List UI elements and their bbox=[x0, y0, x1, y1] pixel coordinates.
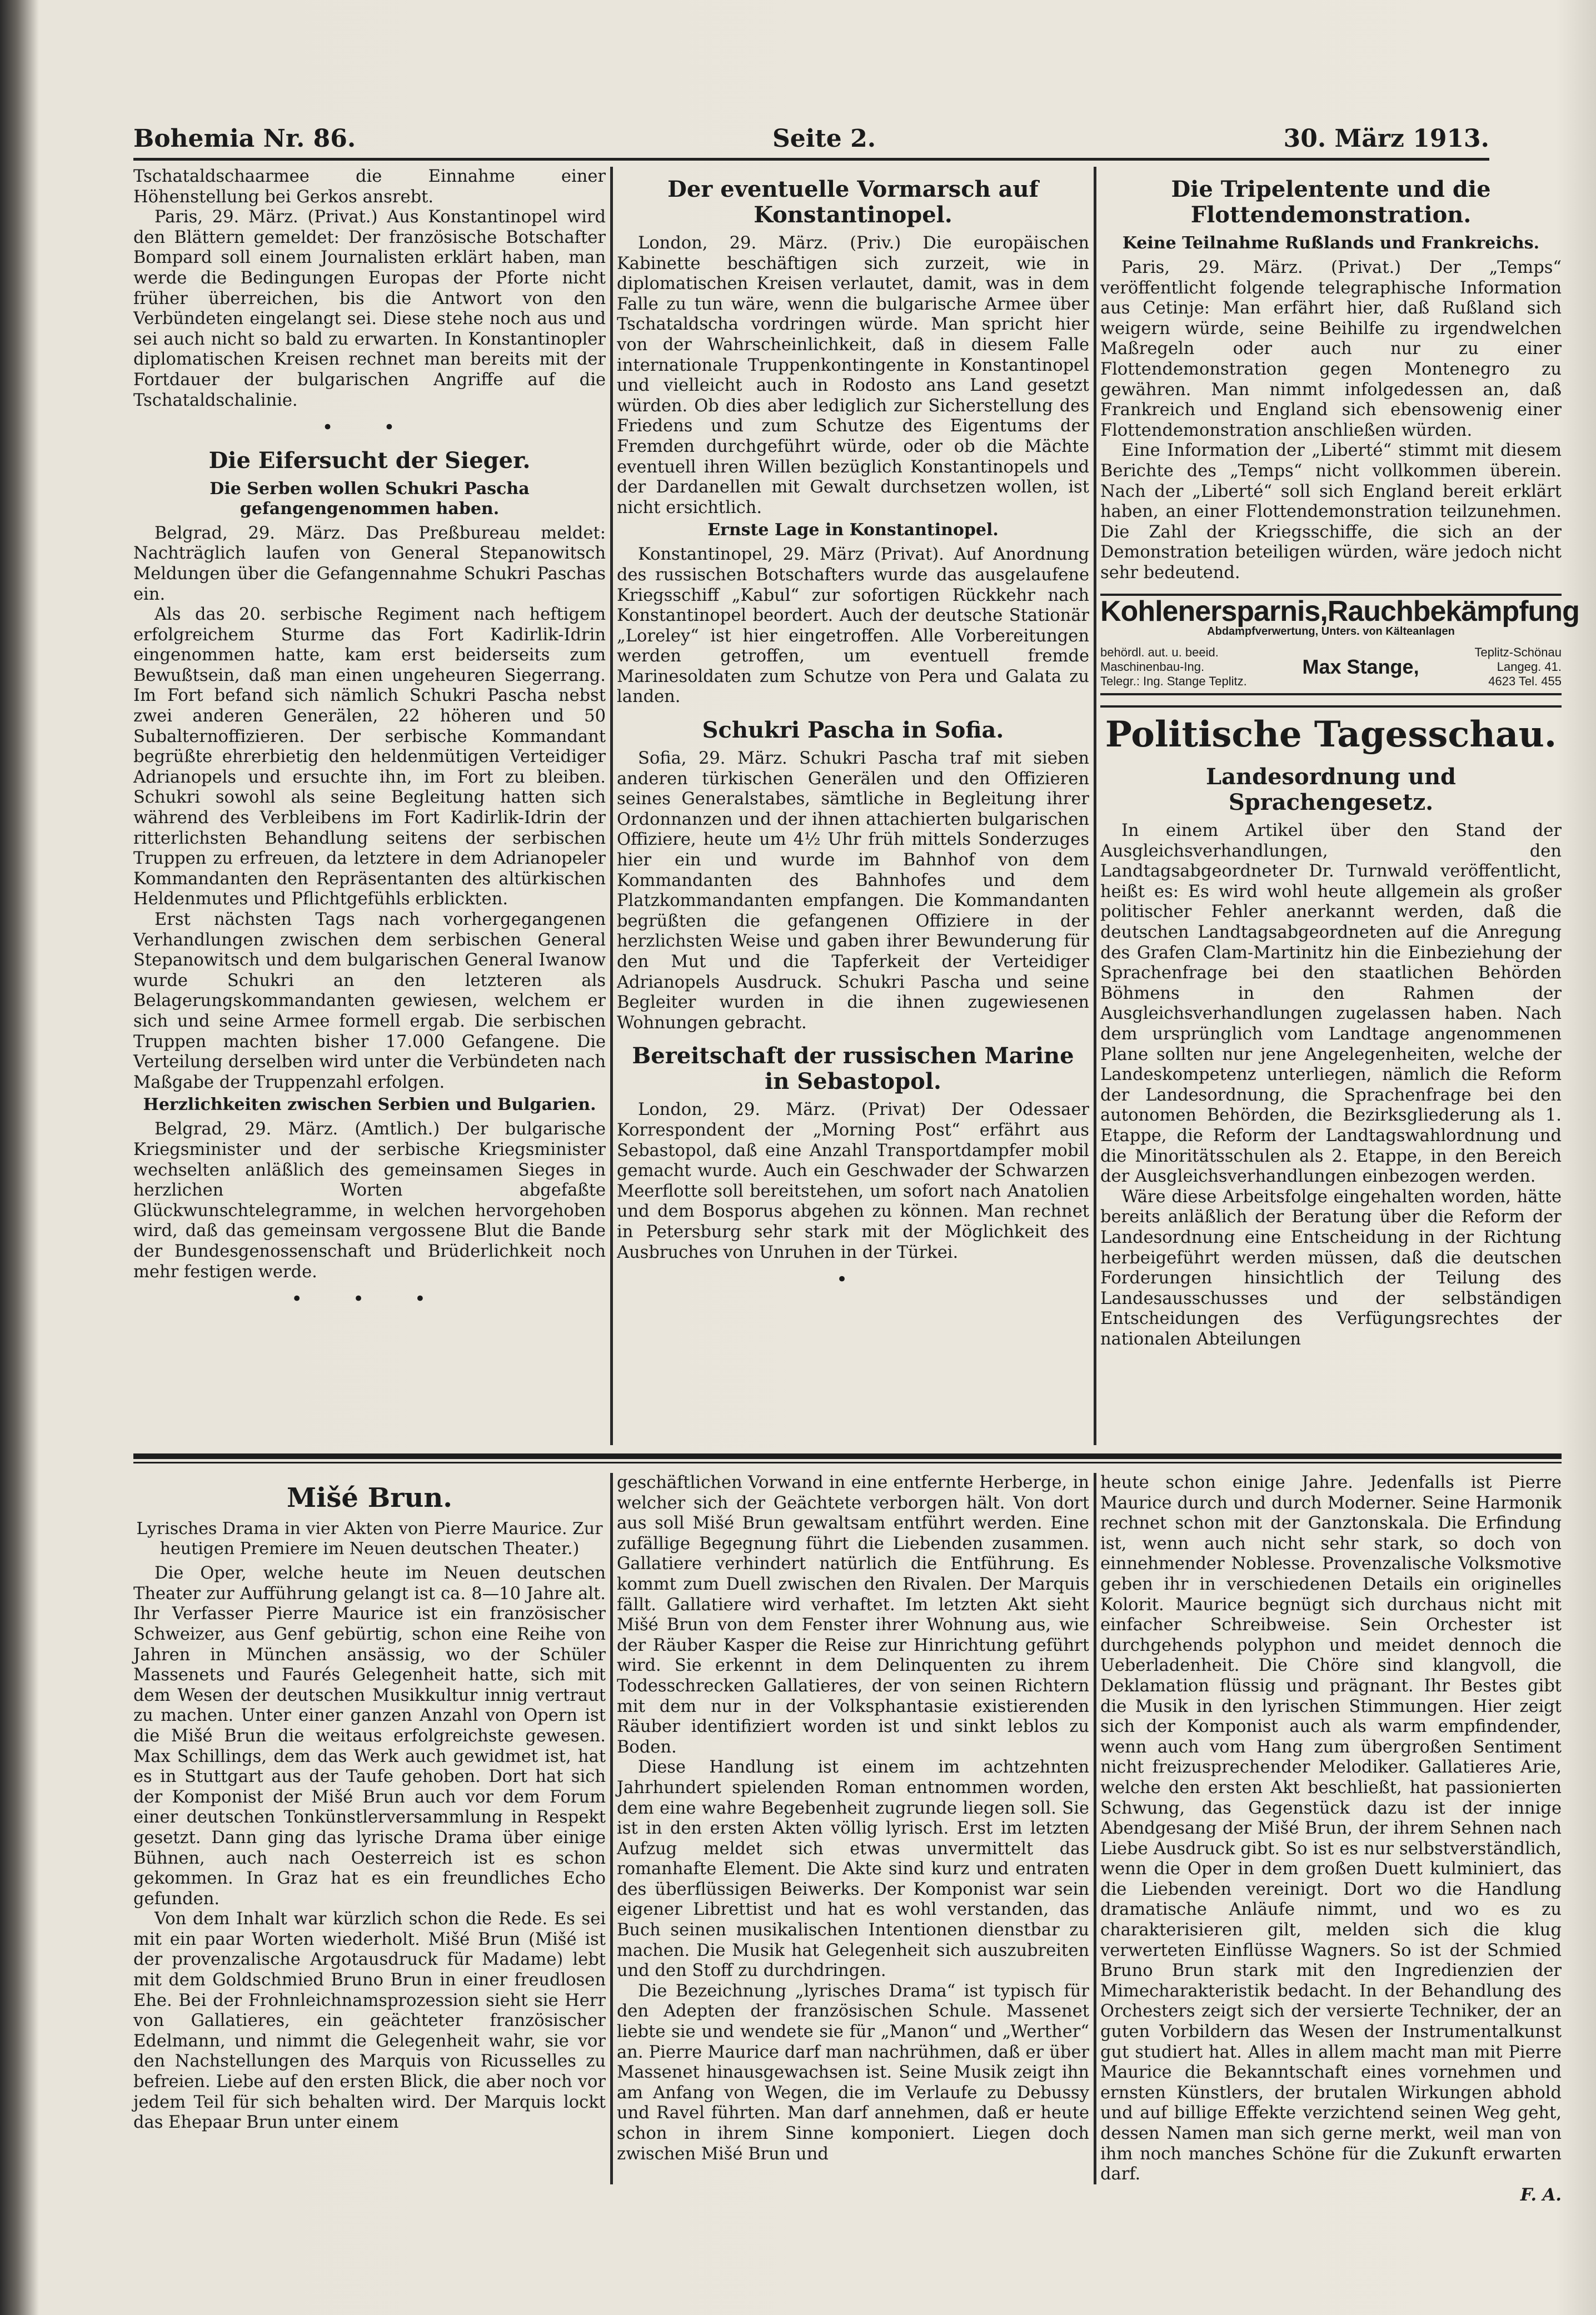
feuilleton-column-3 bbox=[1100, 1473, 1562, 2205]
article-paragraph: Konstantinopel, 29. März (Privat). Auf Anordnung des russischen Botschafters wurde das ausgelaufene Kriegsschiff „Kabul“ zur sofortigen Rückkehr nach Konstantinopel beordert. Auch der deutsche Stationär „Loreley“ ist hier eingetroffen. Alle Vorbereitungen werden getroffen, um eventuell fremde Marinesoldaten zum Schutze von Pera und Galata zu landen. bbox=[617, 545, 1089, 707]
headline-marine-sebastopol: Bereitschaft der russischen Marine in Sebastopol. bbox=[632, 1043, 1074, 1095]
masthead bbox=[133, 122, 1489, 161]
ad-subtitle: Abdampfverwertung, Unters. von Kälteanlagen bbox=[1207, 625, 1455, 638]
subheadline: Die Serben wollen Schukri Pascha gefangengenommen haben. bbox=[210, 479, 530, 519]
column-2 bbox=[617, 167, 1089, 1462]
column-rule bbox=[1094, 167, 1096, 1445]
article-paragraph: London, 29. März. (Privat) Der Odessaer Korrespondent der „Morning Post“ erfährt aus Sebastopol, daß eine Anzahl Transportdampfer mobil gemacht wurde. Auch ein Geschwader der Schwarzen Meerflotte soll bereitstehen, um sofort nach Anatolien und dem Bosporus abgehen zu können. Man rechnet in Petersburg sehr stark mit der Möglichkeit des Ausbruches von Unruhen in der Türkei. bbox=[617, 1100, 1089, 1262]
headline-tripelentente: Die Tripelentente und die Flottendemonstration. bbox=[1171, 176, 1491, 228]
article-paragraph: Tschataldschaarmee die Einnahme einer Höhenstellung bei Gerkos ansrebt. bbox=[133, 167, 606, 207]
article-paragraph: Die Oper, welche heute im Neuen deutschen Theater zur Aufführung gelangt ist ca. 8—10 Jahre alt. Ihr Verfasser Pierre Maurice ist ein französischer Schweizer, aus Genf gebürtig, schon eine Reihe von Jahren in München ansässig, wo der Schüler Massenets und Faurés Gelegenheit hatte, sich mit dem Wesen der deutschen Musikkultur innig vertraut zu machen. Unter einer ganzen Anzahl von Opern ist die Mišé Brun die weitaus erfolgreichste gewesen. Max Schillings, dem das Werk auch gewidmet ist, hat es in Stuttgart aus der Taufe gehoben. Dort hat sich der Komponist der Mišé Brun auch vor dem Forum einer deutschen Tonkünstlerversammlung in Respekt gesetzt. Dann ging das lyrische Drama über einige Bühnen, auch nach Oesterreich ist es schon gekommen. In Graz hat es ein freundliches Echo gefunden. bbox=[133, 1564, 606, 1909]
issue-label: Bohemia Nr. 86. bbox=[133, 125, 356, 153]
article-paragraph: Eine Information der „Liberté“ stimmt mit diesem Berichte des „Temps“ nicht vollkommen überein. Nach der „Liberté“ soll sich England bereit erklärt haben, an einer Flottendemonstration teilzunehmen. Die Zahl der Kriegsschiffe, die sich an der Demonstration beteiligen würden, wäre jedoch nicht sehr bedeutend. bbox=[1100, 441, 1562, 583]
article-paragraph: Sofia, 29. März. Schukri Pascha traf mit sieben anderen türkischen Generälen und den Offizieren seines Generalstabes, sämtliche in Begleitung ihrer Ordonnanzen und der ihnen attachierten bulgarischen Offiziere, heute um 4½ Uhr früh mittels Sonderzuges hier ein und wurde im Bahnhof von dem Kommandanten des Bahnhofes und dem Platzkommandanten empfangen. Die Kommandanten begrüßten die gefangenen Offiziere in der herzlichsten Weise und gaben ihrer Bewunderung für den Mut und die Tapferkeit der Verteidiger Adrianopels Ausdruck. Schukri Pascha und seine Begleiter wurden in die ihnen zugewiesenen Wohnungen gebracht. bbox=[617, 749, 1089, 1033]
ad-line: Langeg. 41. bbox=[1497, 659, 1562, 674]
feuilleton-column-1 bbox=[133, 1473, 606, 2184]
article-paragraph: heute schon einige Jahre. Jedenfalls ist Pierre Maurice durch und durch Moderner. Seine Harmonik rechnet schon mit der Ganztonskala. Die Erfindung ist, wenn auch nicht sehr stark, so doch von einnehmender Noblesse. Provenzalische Volksmotive geben ihr in verschiedenen Details ein originelles Kolorit. Maurice begnügt sich durchaus nicht mit einfacher Schreibweise. Sein Orchester ist durchgehends polyphon und meidet dennoch die Ueberladenheit. Die Chöre sind klangvoll, die Deklamation flüssig und prägnant. Ihr Bestes gibt die Musik in den lyrischen Stimmungen. Hier zeigt sich der Komponist auch als warm empfindender, wenn auch vom Hang zum übergroßen Sentiment nicht freizusprechender Melodiker. Gallatieres Arie, welche den ersten Akt beschließt, hat passionierten Schwung, das Gegenstück dazu ist der innige Abendgesang der Mišé Brun, der ihrem Sehnen nach Liebe Ausdruck gibt. So ist es nur selbstverständlich, wenn die Oper in dem großen Duett kulminiert, das die Liebenden vereinigt. Dort wo die Handlung dramatische Anläufe nimmt, und wo es zu charakterisieren gilt, melden sich die klug verwerteten Einflüsse Wagners. So ist der Schmied Bruno Brun stark mit den Ingredienzien der Mimecharakteristik bedacht. In der Behandlung des Orchesters zeigt sich der versierte Techniker, der an guten Vorbildern das Wesen der Instrumentalkunst gut studiert hat. Alles in allem macht man mit Pierre Maurice die Bekanntschaft eines vornehmen und ernsten Künstlers, der brutalen Wirkungen abhold und auf billige Effekte verzichtend seinen Weg geht, dessen Namen man sich gerne merkt, weil man von ihm noch manches Schöne für die Zukunft erwarten darf. bbox=[1100, 1473, 1562, 2184]
separator: • • bbox=[322, 416, 417, 439]
feuilleton-rule bbox=[133, 1453, 1562, 1459]
article-paragraph: Paris, 29. März. (Privat.) Der „Temps“ veröffentlicht folgende telegraphische Information aus Cetinje: Man erfährt hier, daß Rußland sich weigern würde, seine Beihilfe zu irgendwelchen Maßregeln oder auch nur zu einer Flottendemonstration gegen Montenegro zu gewähren. Man nimmt infolgedessen an, daß Frankreich und England sich ebensowenig einer Flottendemonstration anschließen würden. bbox=[1100, 258, 1562, 440]
column-1 bbox=[133, 167, 606, 1445]
feuilleton-subtitle: Lyrisches Drama in vier Akten von Pierre Maurice. Zur heutigen Premiere im Neuen deutschen Theater.) bbox=[136, 1519, 603, 1559]
column-3 bbox=[1100, 167, 1579, 1445]
subheadline: Ernste Lage in Konstantinopel. bbox=[707, 520, 999, 540]
advertisement bbox=[1100, 594, 1579, 695]
ad-line: Maschinenbau-Ing. bbox=[1100, 659, 1205, 674]
article-paragraph: In einem Artikel über den Stand der Ausgleichsverhandlungen, den Landtagsabgeordneter Dr. Turnwald veröffentlicht, heißt es: Es wird wohl heute allgemein als großer politischer Fehler anerkannt werden, daß die deutschen Landtagsabgeordneten auf die Anregung des Grafen Clam-Martinitz hin die Einbeziehung der Sprachenfrage bei den staatlichen Behörden Böhmens in den Rahmen der Ausgleichsverhandlungen zugelassen haben. Nach dem ursprünglich vom Landtage angenommenen Plane sollten nur jene Angelegenheiten, welche der Landeskompetenz unterliegen, nämlich die Reform der Landesordnung, die Sprachenfrage bei den autonomen Behörden, die Bezirksgliederung als 1. Etappe, die Reform der Landtagswahlordnung und die Minoritätsschulen als 2. Etappe, in den Bereich der Ausgleichsverhandlungen einbezogen werden. bbox=[1100, 821, 1562, 1187]
ad-details bbox=[1100, 645, 1562, 689]
headline-schukri-sofia: Schukri Pascha in Sofia. bbox=[702, 717, 1004, 744]
headline-vormarsch: Der eventuelle Vormarsch auf Konstantinopel. bbox=[667, 176, 1039, 228]
page-number: Seite 2. bbox=[772, 125, 876, 153]
headline-eifersucht: Die Eifersucht der Sieger. bbox=[208, 447, 531, 474]
section-title-tagesschau: Politische Tagesschau. bbox=[1100, 705, 1562, 754]
headline-landesordnung: Landesordnung und Sprachengesetz. bbox=[1205, 764, 1457, 816]
article-paragraph: Diese Handlung ist einem im achtzehnten Jahrhundert spielenden Roman entnommen worden, dem eine wahre Begebenheit zugrunde liegen soll. Sie ist in den ersten Akten völlig lyrisch. Erst im letzten Aufzug meldet sich etwas unvermittelt das romanhafte Element. Die Akte sind kurz und entraten des überflüssigen Beiwerks. Der Komponist war sein eigener Librettist und hat es wohl verstanden, das Buch seinen musikalischen Intentionen dienstbar zu machen. Die Musik hat Gelegenheit sich auszubreiten und den Stoff zu durchdringen. bbox=[617, 1758, 1089, 1981]
article-paragraph: geschäftlichen Vorwand in eine entfernte Herberge, in welcher sich der Geächtete verborgen hält. Von dort aus soll Mišé Brun gewaltsam entführt werden. Eine zufällige Begegnung führt die Liebenden zusammen. Gallatiere verhindert natürlich die Entführung. Es kommt zum Duell zwischen den Rivalen. Der Marquis fällt. Gallatiere wird verhaftet. Im letzten Akt sieht Mišé Brun von dem Fenster ihrer Wohnung aus, wie der Räuber Kasper die Reise zur Hinrichtung geführt wird. Sie erkennt in dem Delinquenten zu ihrem Todesschrecken Gallatieres, der von seinen Richtern mit dem nur in der Volksphantasie existierenden Räuber identifiziert worden ist und sinkt leblos zu Boden. bbox=[617, 1473, 1089, 1757]
article-paragraph: Belgrad, 29. März. Das Preßbureau meldet: Nachträglich laufen von General Stepanowitsch Meldungen über die Gefangennahme Schukri Paschas ein. bbox=[133, 523, 606, 604]
article-paragraph: London, 29. März. (Priv.) Die europäischen Kabinette beschäftigen sich zurzeit, wie in diplomatischen Kreisen verlautet, damit, was in dem Falle zu tun wäre, wenn die bulgarische Armee über Tschataldscha vordringen würde. Man spricht hier von der Wahrscheinlichkeit, daß in diesem Falle internationale Truppenkontingente in Konstantinopel und vielleicht auch in Rodosto ans Land gesetzt würden. Ob dies aber lediglich zur Sicherstellung des Friedens und zum Schutze des Eigentums der Fremden durchgeführt würde, oder ob die Mächte eventuell ihren Willen bezüglich Konstantinopels und der Dardanellen mit Gewalt durchsetzen wollen, ist nicht ersichtlich. bbox=[617, 233, 1089, 517]
article-paragraph: Paris, 29. März. (Privat.) Aus Konstantinopel wird den Blättern gemeldet: Der französische Botschafter Bompard soll einem Journalisten erklärt haben, man werde die Bedingungen Europas der Pforte nicht früher überreichen, bis die Antwort von den Verbündeten eingelangt sei. Diese stehe noch aus und sei auch nicht so bald zu erwarten. In Konstantinopler diplomatischen Kreisen rechnet man bereits mit der Fortdauer der bulgarischen Angriffe auf die Tschataldschalinie. bbox=[133, 207, 606, 410]
article-paragraph: Belgrad, 29. März. (Amtlich.) Der bulgarische Kriegsminister und der serbische Kriegsminister wechselten anläßlich des gemeinsamen Sieges in herzlichen Worten abgefaßte Glückwunschtelegramme, in welchen hervorgehoben wird, daß das gemeinsam vergossene Blut die Bande der Bundesgenossenschaft und Brüderlichkeit noch mehr festigen werde. bbox=[133, 1119, 606, 1282]
feuilleton-rule bbox=[133, 1462, 1562, 1463]
ad-line: 4623 Tel. 455 bbox=[1488, 674, 1562, 688]
ad-name: Max Stange, bbox=[1302, 655, 1419, 678]
ad-line: behördl. aut. u. beeid. bbox=[1100, 645, 1219, 659]
issue-date: 30. März 1913. bbox=[1283, 125, 1489, 153]
article-paragraph: Von dem Inhalt war kürzlich schon die Rede. Es sei mit ein paar Worten wiederholt. Mišé Brun (Mišé ist der provenzalische Argotausdruck für Madame) lebt mit dem Goldschmied Bruno Brun in einer freudlosen Ehe. Bei der Frohnleichnamsprozession sieht sie Herr von Gallatieres, ein geächteter französischer Edelmann, und nimmt die Gelegenheit wahr, sie vor den Nachstellungen des Marquis von Ricusselles zu befreien. Liebe auf den ersten Blick, die aber noch vor jedem Teil für sich behalten wird. Der Marquis lockt das Ehepaar Brun unter einem bbox=[133, 1909, 606, 2133]
author-signature: F. A. bbox=[1520, 2184, 1562, 2205]
subheadline: Keine Teilnahme Rußlands und Frankreichs. bbox=[1122, 233, 1540, 253]
column-rule bbox=[1094, 1473, 1096, 2184]
subheadline: Herzlichkeiten zwischen Serbien und Bulgarien. bbox=[143, 1095, 596, 1115]
article-paragraph: Als das 20. serbische Regiment nach heftigem erfolgreichem Sturme das Fort Kadirlik-Idrin eingenommen hatte, kam erst beiderseits zum Bewußtsein, daß man einen ungeheuren Siegerrang. Im Fort befand sich nämlich Schukri Pascha nebst zwei anderen Generälen, 22 höheren und 50 Subalternoffizieren. Der serbische Kommandant begrüßte ehrerbietig den heldenmütigen Verteidiger Adrianopels und ersuchte ihn, im Fort zu bleiben. Schukri sowohl als seine Begleitung hatten sich während des Verbleibens im Fort Kadirlik-Idrin der ritterlichsten Behandlung seitens der serbischen Truppen zu erfreuen, da letztere in dem Adrianopeler Kommandanten den Repräsentanten des altürkischen Heldenmutes und Pflichtgefühls erblickten. bbox=[133, 605, 606, 909]
article-paragraph: Wäre diese Arbeitsfolge eingehalten worden, hätte bereits anläßlich der Beratung über die Reform der Landesordnung eine Entscheidung in der Richtung herbeigeführt werden müssen, daß die deutschen Forderungen hinsichtlich der Teilung des Landesausschusses und der selbständigen Entscheidungen des Verfügungsrechtes der nationalen Abteilungen bbox=[1100, 1187, 1562, 1349]
article-paragraph: Erst nächsten Tags nach vorhergegangenen Verhandlungen zwischen dem serbischen General Stepanowitsch und dem bulgarischen General Iwanow wurde Schukri an den letzteren als Belagerungskommandanten gewiesen, welchem er sich und seine Armee formell ergab. Die serbischen Truppen machten bisher 17.000 Gefangene. Die Verteilung derselben wird unter die Verbündeten nach Maßgabe der Truppenzahl erfolgen. bbox=[133, 910, 606, 1092]
column-rule bbox=[610, 1473, 613, 2184]
separator: • bbox=[836, 1268, 870, 1291]
feuilleton-title: Mišé Brun. bbox=[286, 1482, 452, 1514]
separator: • • • bbox=[291, 1288, 448, 1311]
ad-line: Teplitz-Schönau bbox=[1474, 645, 1562, 659]
ad-title: Kohlenersparnis,Rauchbekämpfung bbox=[1100, 595, 1579, 628]
feuilleton-column-2 bbox=[617, 1473, 1089, 2184]
column-rule bbox=[610, 167, 613, 1445]
ad-line: Telegr.: Ing. Stange Teplitz. bbox=[1100, 674, 1247, 688]
article-paragraph: Die Bezeichnung „lyrisches Drama“ ist typisch für den Adepten der französischen Schule. Massenet liebte sie und wendete sie für „Manon“ und „Werther“ an. Pierre Maurice darf man nachrühmen, daß er über Massenet hinausgewachsen ist. Seine Musik zeigt ihn am Anfang von Wegen, die im Verlaufe zu Debussy und Ravel führten. Man darf annehmen, daß er heute schon in ihrem Sinne komponiert. Liegen doch zwischen Mišé Brun und bbox=[617, 1981, 1089, 2164]
